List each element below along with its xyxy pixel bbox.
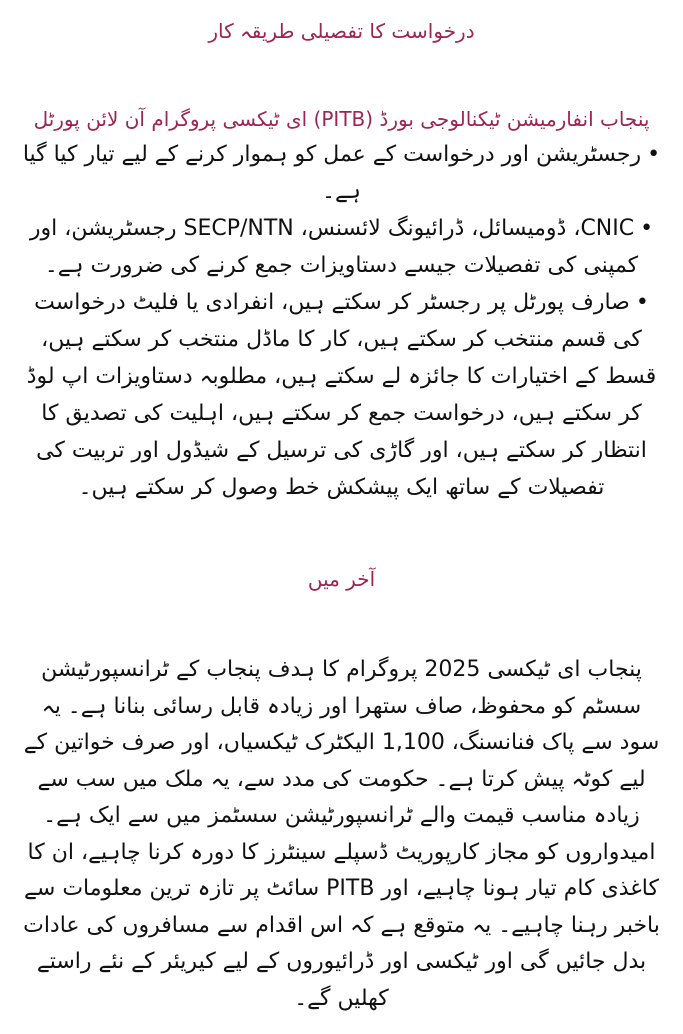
list-item-text: CNIC، ڈومیسائل، ڈرائیونگ لائسنس، SECP/NTN رجسٹریشن، اور کمپنی کی تفصیلات جیسے دستاویزات جمع کرنے کی ضرورت ہے۔ bbox=[29, 216, 639, 278]
article bbox=[0, 10, 683, 1017]
list-item bbox=[22, 210, 661, 284]
page-title: درخواست کا تفصیلی طریقہ کار bbox=[208, 19, 475, 43]
list-item-text: رجسٹریشن اور درخواست کے عمل کو ہموار کرنے کے لیے تیار کیا گیا ہے۔ bbox=[22, 142, 642, 204]
list-item bbox=[22, 284, 661, 506]
section-title: پنجاب انفارمیشن ٹیکنالوجی بورڈ (PITB) ای ٹیکسی پروگرام آن لائن پورٹل bbox=[33, 107, 650, 131]
conclusion-paragraph: پنجاب ای ٹیکسی 2025 پروگرام کا ہدف پنجاب کے ٹرانسپورٹیشن سسٹم کو محفوظ، صاف ستھرا اور زیادہ قابل رسائی بنانا ہے۔ یہ سود سے پاک فنانسنگ، 1,100 الیکٹرک ٹیکسیاں، اور صرف خواتین کے لیے کوٹہ پیش کرتا ہے۔ حکومت کی مدد سے، یہ ملک میں سب سے زیادہ مناسب قیمت والے ٹرانسپورٹیشن سسٹمز میں سے ایک ہے۔ امیدواروں کو مجاز کارپوریٹ ڈسپلے سینٹرز کا دورہ کرنا چاہیے، ان کا کاغذی کام تیار ہونا چاہیے، اور PITB سائٹ پر تازہ ترین معلومات سے باخبر رہنا چاہیے۔ یہ متوقع ہے کہ اس اقدام سے مسافروں کی عادات بدل جائیں گی اور ٹیکسی اور ڈرائیوروں کے لیے کیریئر کے نئے راستے کھلیں گے۔ bbox=[23, 657, 660, 1011]
list-item bbox=[22, 136, 661, 210]
bullet-icon: • bbox=[635, 290, 649, 315]
bullet-icon: • bbox=[640, 216, 654, 241]
bullet-icon: • bbox=[647, 142, 661, 167]
bullet-list bbox=[22, 136, 661, 506]
conclusion-heading: آخر میں bbox=[307, 567, 376, 591]
list-item-text: صارف پورٹل پر رجسٹر کر سکتے ہیں، انفرادی یا فلیٹ درخواست کی قسم منتخب کر سکتے ہیں، کار کا ماڈل منتخب کر سکتے ہیں، قسط کے اختیارات کا جائزہ لے سکتے ہیں، مطلوبہ دستاویزات اپ لوڈ کر سکتے ہیں، درخواست جمع کر سکتے ہیں، اہلیت کی تصدیق کا انتظار کر سکتے ہیں، اور گاڑی کی ترسیل کے شیڈول اور تربیت کی تفصیلات کے ساتھ ایک پیشکش خط وصول کر سکتے ہیں۔ bbox=[26, 290, 657, 500]
